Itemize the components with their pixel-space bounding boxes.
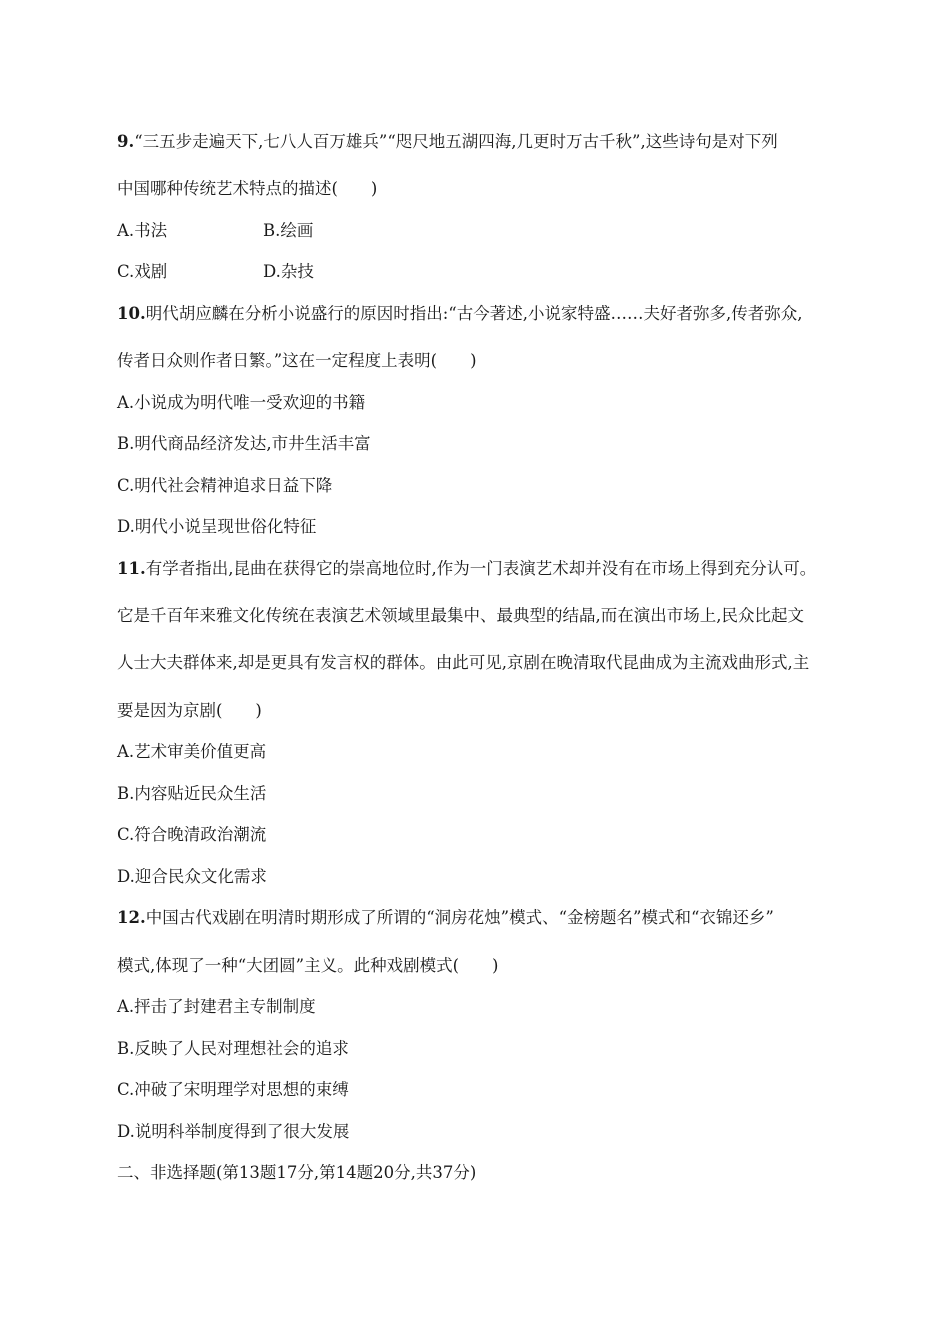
section-heading: 二、非选择题(第13题17分,第14题20分,共37分) [117,1163,477,1182]
question-12-number: 12. [117,908,146,927]
question-12-option-b[interactable]: B.反映了人民对理想社会的追求 [117,1039,349,1058]
question-10-number: 10. [117,304,146,323]
question-11-stem-text-1: 有学者指出,昆曲在获得它的崇高地位时,作为一门表演艺术却并没有在市场上得到充分认可。 [145,559,817,578]
question-10-stem-text-1: 明代胡应麟在分析小说盛行的原因时指出:“古今著述,小说家特盛……夫好者弥多,传者弥众, [145,304,803,323]
question-11-option-a[interactable]: A.艺术审美价值更高 [117,742,267,761]
question-10-option-c[interactable]: C.明代社会精神追求日益下降 [117,476,333,495]
question-12-stem-text-1: 中国古代戏剧在明清时期形成了所谓的“洞房花烛”模式、“金榜题名”模式和“衣锦还乡” [145,908,774,927]
question-12-option-d[interactable]: D.说明科举制度得到了很大发展 [117,1122,350,1141]
question-11-option-b[interactable]: B.内容贴近民众生活 [117,784,267,803]
question-9-stem-line-1 [117,131,840,153]
question-9-option-a[interactable]: A.书法 [117,221,168,240]
question-10-stem-line-1 [117,303,840,325]
question-10-option-a[interactable]: A.小说成为明代唯一受欢迎的书籍 [117,393,366,412]
question-12-stem-line-1 [117,907,840,929]
question-9-number: 9. [117,132,135,151]
question-9-option-b[interactable]: B.绘画 [263,221,314,240]
question-12-stem-line-2: 模式,体现了一种“大团圆”主义。此种戏剧模式( ) [117,956,499,975]
question-11-option-d[interactable]: D.迎合民众文化需求 [117,867,267,886]
question-12-option-a[interactable]: A.抨击了封建君主专制制度 [117,997,316,1016]
question-11-stem-line-2: 它是千百年来雅文化传统在表演艺术领域里最集中、最典型的结晶,而在演出市场上,民众比起文 [117,606,804,625]
question-10-option-d[interactable]: D.明代小说呈现世俗化特征 [117,517,317,536]
question-9-option-d[interactable]: D.杂技 [263,262,314,281]
question-10-stem-line-2: 传者日众则作者日繁。”这在一定程度上表明( ) [117,351,477,370]
question-11-option-c[interactable]: C.符合晚清政治潮流 [117,825,267,844]
question-9-stem-text-1: “三五步走遍天下,七八人百万雄兵”“咫尺地五湖四海,几更时万古千秋”,这些诗句是对下列 [134,132,778,151]
question-11-stem-line-4: 要是因为京剧( ) [117,701,262,720]
question-11-number: 11. [117,559,146,578]
question-9-stem-line-2: 中国哪种传统艺术特点的描述( ) [117,179,378,198]
question-12-option-c[interactable]: C.冲破了宋明理学对思想的束缚 [117,1080,349,1099]
question-9-option-c[interactable]: C.戏剧 [117,262,168,281]
question-11-stem-line-3: 人士大夫群体来,却是更具有发言权的群体。由此可见,京剧在晚清取代昆曲成为主流戏曲形式,主 [117,653,810,672]
question-11-stem-line-1 [117,558,840,580]
question-10-option-b[interactable]: B.明代商品经济发达,市井生活丰富 [117,434,371,453]
